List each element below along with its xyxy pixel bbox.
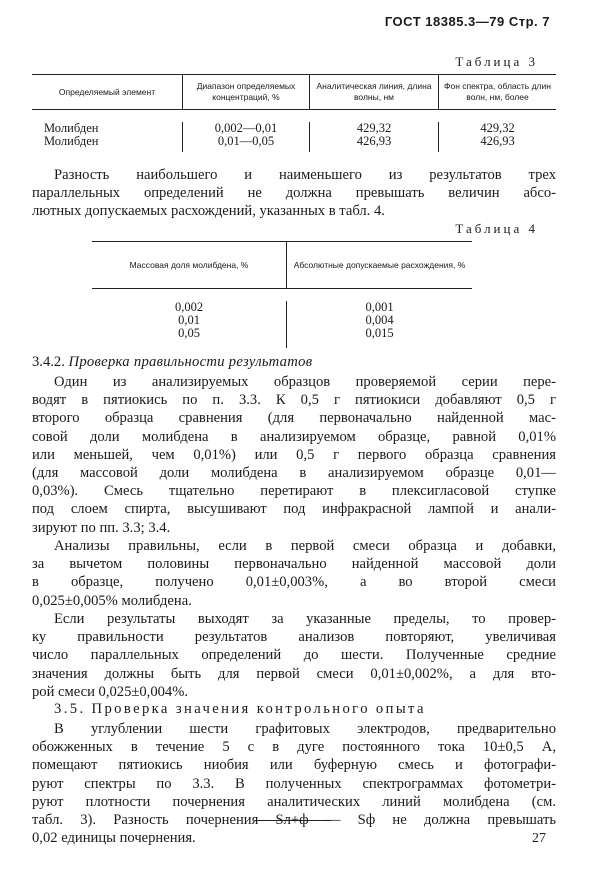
table-cell: 426,93 — [439, 135, 557, 152]
table3-header: Диапазон определяемых концентраций, % — [183, 75, 310, 110]
table-cell: Молибден — [44, 134, 99, 148]
table-row — [92, 314, 472, 327]
paragraph-3 — [32, 537, 556, 610]
table-cell: 429,32 — [439, 122, 557, 135]
table-cell: Молибден — [44, 121, 99, 135]
text-line: табл. 3). Разность почернения Sл+ф — Sф не должна превышать — [32, 812, 556, 829]
table4-header: Абсолютные допускаемые расхождения, % — [287, 242, 473, 289]
text-line: водят в пятиокись по п. 3.3. К 0,5 г пятиокиси добавляют 0,5 г — [32, 392, 556, 409]
table-cell: 0,002 — [174, 300, 204, 314]
section-number: 3.4.2. — [32, 354, 65, 370]
table3-header: Аналитическая линия, длина волны, нм — [310, 75, 439, 110]
paragraph-5 — [32, 720, 556, 847]
text-line: Один из анализируемых образцов проверяемой серии пере- — [54, 374, 556, 390]
table-cell: 0,001 — [287, 301, 473, 314]
table-4 — [92, 241, 472, 348]
table-cell: 0,015 — [287, 327, 473, 348]
text-line: за вычетом половины первоначально найденной массовой доли — [32, 556, 556, 573]
table4-header: Массовая доля молибдена, % — [92, 242, 287, 289]
text-line: (для массовой доли молибдена в анализируемом образце 0,01— — [32, 465, 556, 482]
text-line: лютных допускаемых расхождений, указанных в табл. 4. — [32, 203, 385, 220]
text-line: число параллельных определений до шести. Полученные средние — [32, 647, 556, 664]
page-header: ГОСТ 18385.3—79 Стр. 7 — [384, 14, 550, 29]
text-line: Разность наибольшего и наименьшего из результатов трех — [54, 167, 556, 183]
text-line: В углублении шести графитовых электродов, предварительно — [54, 721, 556, 737]
text-line: рой смеси 0,025±0,004%. — [32, 683, 189, 700]
table-cell: 0,002—0,01 — [183, 122, 310, 135]
text-line: Если результаты выходят за указанные пределы, то провер- — [54, 611, 556, 627]
text-line: помещают пятиокись ниобия или буферную смесь и фотографи- — [32, 757, 556, 774]
table-cell: 0,004 — [287, 314, 473, 327]
table-cell: 0,01—0,05 — [183, 135, 310, 152]
table3-caption: Таблица 3 — [455, 54, 538, 69]
text-line: руют спектры по 3.3. В полученных спектрограммах фотометри- — [32, 775, 556, 792]
text-line: 0,03%). Смесь тщательно перетирают в плексигласовой ступке — [32, 483, 556, 500]
section-heading-3-5: 3.5. Проверка значения контрольного опыта — [54, 701, 426, 717]
text-line: Анализы правильны, если в первой смеси образца и добавки, — [54, 538, 556, 554]
table-row — [32, 135, 556, 152]
text-line: в образце, получено 0,01±0,003%, а во второй смеси — [32, 574, 556, 591]
page-number: 27 — [532, 831, 546, 846]
table-row — [92, 327, 472, 348]
text-line: под слоем спирта, высушивают под инфракрасной лампой и анали- — [32, 501, 556, 518]
table-cell: 0,01 — [178, 313, 200, 327]
table-row — [92, 301, 472, 314]
table-3 — [32, 74, 556, 152]
text-line: совой доли молибдена в анализируемом образце, равной 0,01% — [32, 428, 556, 445]
text-line: значения должны быть для первой смеси 0,01±0,002%, а для вто- — [32, 665, 556, 682]
table-cell: 429,32 — [310, 122, 439, 135]
text-line: руют плотности почернения аналитических линий молибдена (см. — [32, 793, 556, 810]
table3-header: Определяемый элемент — [32, 75, 183, 110]
footnote-divider — [255, 820, 331, 821]
table-cell: 0,05 — [178, 326, 200, 340]
text-line: зируют по пп. 3.3; 3.4. — [32, 519, 171, 536]
text-line: второго образца сравнения (для первоначально найденной мас- — [32, 410, 556, 427]
text-line: обожженных в течение 5 с в дуге постоянного тока 10±0,5 А, — [32, 739, 556, 756]
text-line: ку правильности результатов анализов повторяют, увеличивая — [32, 629, 556, 646]
paragraph-4 — [32, 610, 556, 701]
text-line: 0,02 единицы почернения. — [32, 830, 196, 847]
table-row — [32, 122, 556, 135]
text-line: 0,025±0,005% молибдена. — [32, 592, 192, 609]
section-title: Проверка правильности результатов — [68, 354, 313, 370]
text-line: или меньшей, чем 0,01%) или 0,5 г первого образца сравнения — [32, 446, 556, 463]
text-line: параллельных определений не должна превышать величин абсо- — [32, 185, 556, 202]
table4-caption: Таблица 4 — [455, 221, 538, 236]
table3-header: Фон спектра, область длин волн, нм, более — [439, 75, 557, 110]
section-heading-3-4-2 — [32, 354, 312, 371]
paragraph-2 — [32, 373, 556, 537]
paragraph-1 — [32, 166, 556, 221]
table-cell: 426,93 — [310, 135, 439, 152]
